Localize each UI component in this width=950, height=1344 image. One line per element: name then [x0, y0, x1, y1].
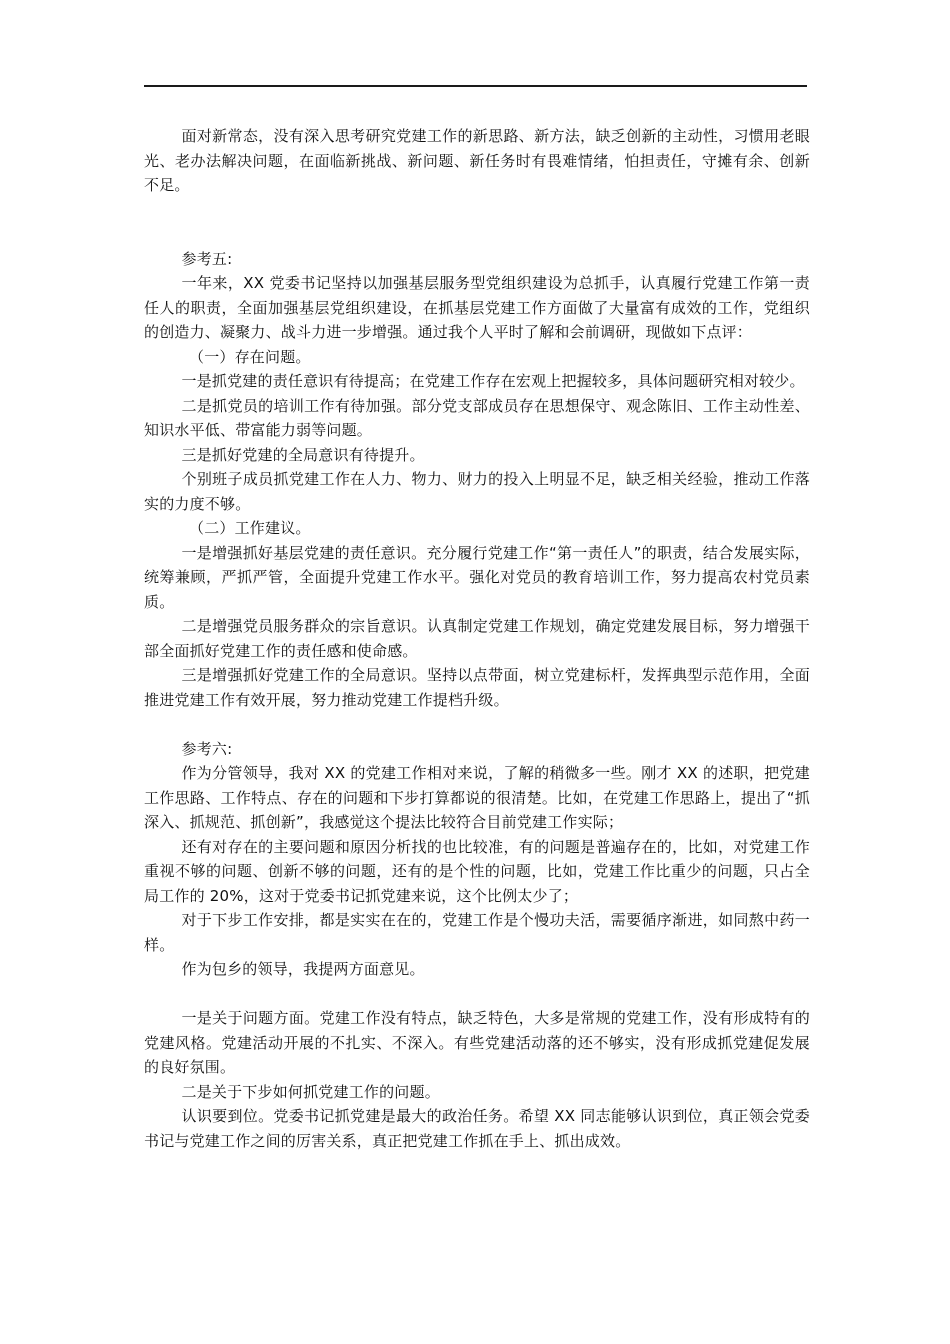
section6-paragraph: 对于下步工作安排，都是实实在在的，党建工作是个慢功夫活，需要循序渐进，如同熬中药一样。 [144, 911, 810, 954]
section5-heading: 参考五: [181, 249, 233, 268]
problem-item: 一是抓党建的责任意识有待提高；在党建工作存在宏观上把握较多，具体问题研究相对较少。 [181, 372, 805, 390]
intro-paragraph: 面对新常态，没有深入思考研究党建工作的新思路、新方法，缺乏创新的主动性，习惯用老眼光、老办法解决问题，在面临新挑战、新问题、新任务时有畏难情绪，怕担责任，守摊有余、创新不足。 [144, 127, 810, 194]
spacer [144, 982, 810, 1007]
spacer [144, 198, 810, 247]
opinion-item: 认识要到位。党委书记抓党建是最大的政治任务。希望 XX 同志能够认识到位，真正领会党委书记与党建工作之间的厉害关系，真正把党建工作抓在手上、抓出成效。 [144, 1107, 810, 1150]
section6-paragraph: 作为分管领导，我对 XX 的党建工作相对来说，了解的稍微多一些。刚才 XX 的述职，把党建工作思路、工作特点、存在的问题和下步打算都说的很清楚。比如，在党建工作思路上，提出了“抓深入、抓规范、抓创新”，我感觉这个提法比较符合目前党建工作实际； [144, 764, 810, 831]
problems-heading: （一）存在问题。 [189, 347, 311, 366]
suggestion-item: 三是增强抓好党建工作的全局意识。坚持以点带面，树立党建标杆，发挥典型示范作用，全面推进党建工作有效开展，努力推动党建工作提档升级。 [144, 666, 810, 709]
document-body [144, 124, 810, 1153]
suggestion-item: 二是增强党员服务群众的宗旨意识。认真制定党建工作规划，确定党建发展目标，努力增强干部全面抓好党建工作的责任感和使命感。 [144, 617, 810, 660]
suggestions-heading: （二）工作建议。 [189, 519, 311, 537]
section5-paragraph: 一年来，XX 党委书记坚持以加强基层服务型党组织建设为总抓手，认真履行党建工作第一责任人的职责，全面加强基层党组织建设，在抓基层党建工作方面做了大量富有成效的工作，党组织的创造力、凝聚力、战斗力进一步增强。通过我个人平时了解和会前调研，现做如下点评： [144, 274, 810, 341]
problem-item: 个别班子成员抓党建工作在人力、物力、财力的投入上明显不足，缺乏相关经验，推动工作落实的力度不够。 [144, 470, 810, 513]
problem-item: 二是抓党员的培训工作有待加强。部分党支部成员存在思想保守、观念陈旧、工作主动性差、知识水平低、带富能力弱等问题。 [144, 396, 810, 439]
problem-item: 三是抓好党建的全局意识有待提升。 [181, 445, 425, 464]
opinion-item: 一是关于问题方面。党建工作没有特点，缺乏特色，大多是常规的党建工作，没有形成特有的党建风格。党建活动开展的不扎实、不深入。有些党建活动落的还不够实，没有形成抓党建促发展的良好氛围。 [144, 1009, 810, 1076]
section6-paragraph: 还有对存在的主要问题和原因分析找的也比较准，有的问题是普遍存在的，比如，对党建工作重视不够的问题、创新不够的问题，还有的是个性的问题，比如，党建工作比重少的问题，只占全局工作的 20%，这对于党委书记抓党建来说，这个比例太少了； [144, 837, 810, 905]
header-rule [144, 85, 807, 87]
spacer [144, 712, 810, 737]
section6-paragraph: 作为包乡的领导，我提两方面意见。 [181, 960, 425, 978]
opinion-item: 二是关于下步如何抓党建工作的问题。 [181, 1082, 440, 1101]
suggestion-item: 一是增强抓好基层党建的责任意识。充分履行党建工作“第一责任人”的职责，结合发展实际，统筹兼顾，严抓严管，全面提升党建工作水平。强化对党员的教育培训工作，努力提高农村党员素质。 [144, 543, 810, 611]
section6-heading: 参考六: [181, 739, 233, 758]
